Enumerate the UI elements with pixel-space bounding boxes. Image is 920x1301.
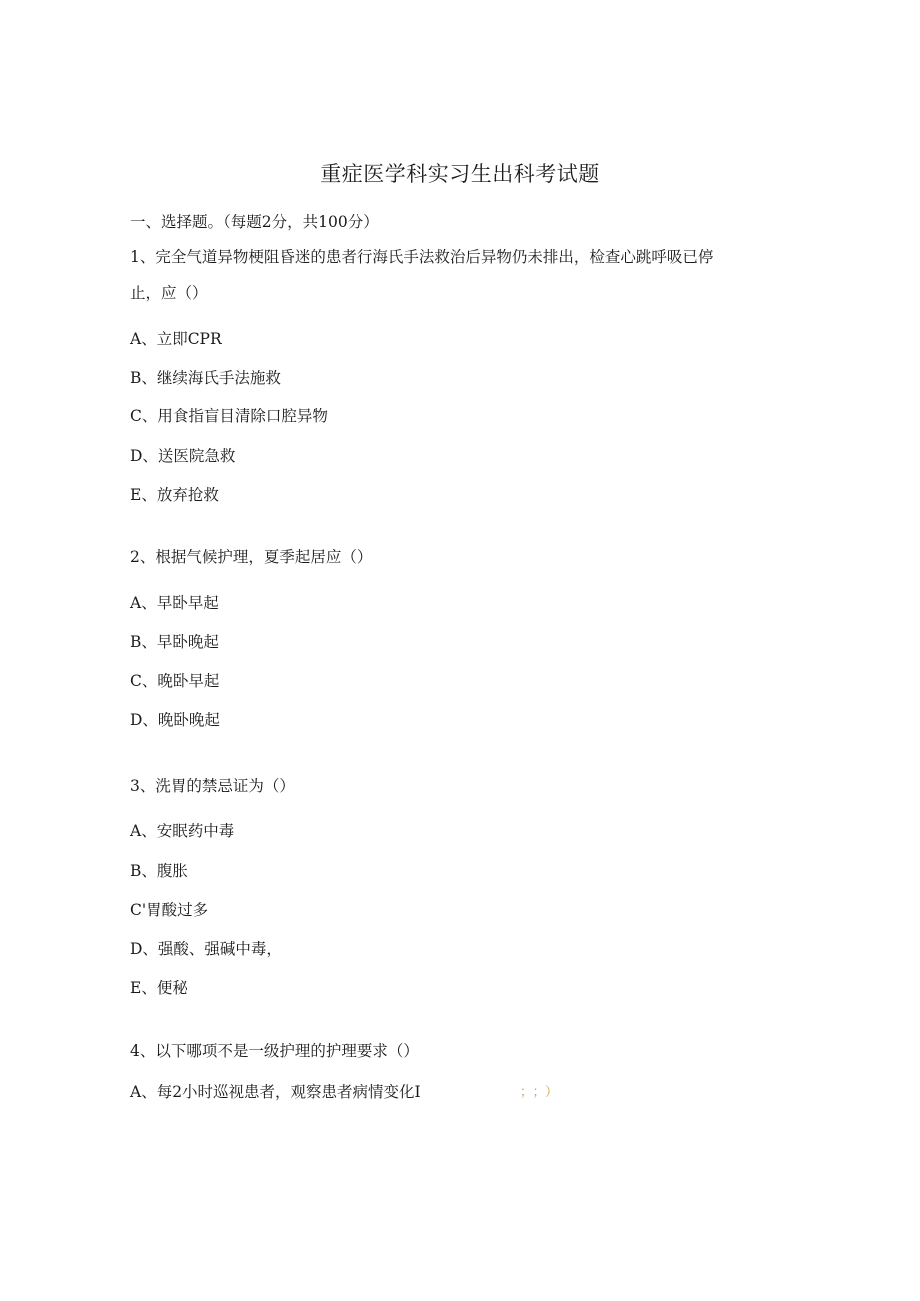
- question-1-stem-line1: 1、完全气道异物梗阻昏迷的患者行海氏手法救治后异物仍未排出，检查心跳呼吸已停: [130, 248, 714, 266]
- question-1-option-b: B、继续海氏手法施救: [130, 369, 281, 387]
- question-2-option-c: C、晚卧早起: [130, 672, 220, 690]
- question-1-option-a: A、立即CPR: [130, 330, 222, 348]
- stray-marks: ；；）: [520, 1085, 565, 1100]
- question-3-option-c: C'胃酸过多: [130, 901, 209, 919]
- question-1-option-d: D、送医院急救: [130, 447, 236, 465]
- question-3-option-e: E、便秘: [130, 979, 188, 997]
- question-3-option-d: D、强酸、强碱中毒，: [130, 940, 282, 958]
- question-2-stem: 2、根据气候护理，夏季起居应（）: [130, 548, 373, 566]
- question-1-stem-line2: 止，应（）: [130, 284, 208, 302]
- question-2-option-a: A、早卧早起: [130, 594, 219, 612]
- question-1-option-e: E、放弃抢救: [130, 486, 219, 504]
- page-title: 重症医学科实习生出科考试题: [320, 162, 600, 186]
- question-2-option-d: D、晚卧晚起: [130, 711, 220, 729]
- question-4-stem: 4、以下哪项不是一级护理的护理要求（）: [130, 1042, 419, 1060]
- question-4-option-a: A、每2小时巡视患者，观察患者病情变化I: [130, 1083, 421, 1101]
- question-3-option-b: B、腹胀: [130, 862, 188, 880]
- section-heading: 一、选择题。（每题2分，共100分）: [130, 213, 379, 231]
- question-2-option-b: B、早卧晚起: [130, 633, 219, 651]
- question-1-option-c: C、用食指盲目清除口腔异物: [130, 407, 328, 425]
- question-3-option-a: A、安眠药中毒: [130, 822, 235, 840]
- question-3-stem: 3、洗胃的禁忌证为（）: [130, 777, 295, 795]
